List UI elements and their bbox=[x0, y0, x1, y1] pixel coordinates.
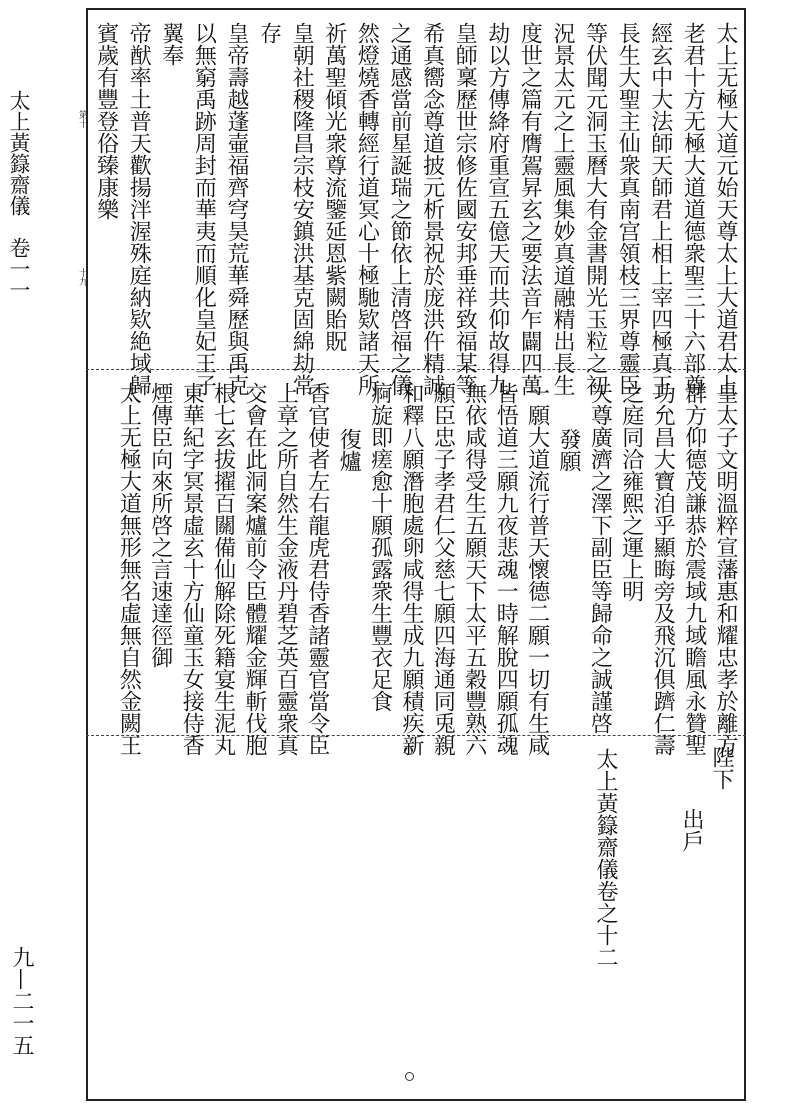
closing-line-2: 出戶 bbox=[679, 808, 704, 852]
bottom-register-column: 交會在此洞案爐前令臣體耀金輝斬伐胞 bbox=[242, 382, 267, 756]
top-register-column: 祈萬聖傾光衆尊流鑒延恩紫闕貽貺 bbox=[321, 22, 347, 352]
top-register-column: 之通感當前星誕瑞之節依上清啓福之儀 bbox=[387, 22, 412, 396]
top-register-column: 皇師稟歷世宗修佐國安邦垂祥致福某等 bbox=[452, 22, 478, 396]
top-register-column: 賓歲有豐登俗臻康樂 bbox=[93, 22, 119, 220]
top-register-column: 以無窮禹跡周封而華夷而順化皇妃王子 bbox=[191, 22, 217, 396]
bottom-register-column: 功允昌大寶洎乎顯晦旁及飛沉俱躋仁壽 bbox=[650, 382, 676, 756]
bottom-register-column: 香官使者左右龍虎君侍香諸靈官當令臣 bbox=[304, 382, 330, 756]
top-register-column: 帝猷率土普天歡揚泮渥殊庭納欵絶域歸 bbox=[126, 22, 152, 396]
bottom-register-column: 天尊廣濟之澤下副臣等歸命之誠謹啓 bbox=[587, 382, 613, 734]
bottom-register-column: 一願大道流行普天懷德二願一切有生咸 bbox=[524, 382, 550, 756]
bottom-register-column: 願臣忠子孝君仁父慈七願四海通同兎親 bbox=[430, 382, 456, 756]
bottom-register-column: 皆悟道三願九夜悲魂一時解脫四願孤魂 bbox=[493, 382, 519, 756]
top-register-column: 況景太元之上靈風集妙真道融精出長生 bbox=[550, 22, 575, 396]
bottom-register-column: 根七玄拔擢百關備仙解除死籍宴生泥丸 bbox=[210, 382, 236, 756]
bottom-register-column: 群方仰德茂謙恭於震域九域瞻風永贊聖 bbox=[681, 382, 707, 756]
top-register-column: 等伏聞元洞玉曆大有金書開光玉粒之初 bbox=[582, 22, 608, 396]
top-register-column: 皇朝社稷隆昌宗枝安鎮洪基克固綿劫常 bbox=[289, 22, 315, 396]
top-register-column: 翼奉 bbox=[158, 22, 184, 66]
bottom-register-column: 太上无極大道無形無名虛無自然金闕王 bbox=[116, 382, 142, 756]
bottom-register-column: 東華紀字冥景虛玄十方仙童玉女接侍香 bbox=[179, 382, 205, 756]
top-register-column: 太上无極大道元始天尊太上大道君太上 bbox=[713, 22, 738, 396]
top-register-column: 然燈燒香轉經行道冥心十極馳欵諸天所 bbox=[354, 22, 380, 396]
bottom-register-column: 上章之所自然生金液丹碧芝英百靈衆真 bbox=[273, 382, 299, 756]
marginal-note-a: 第十 bbox=[77, 110, 87, 128]
top-register-column: 經玄中大法師天師君上相上宰四極真王 bbox=[647, 22, 673, 396]
register-divider-top bbox=[86, 369, 746, 370]
bottom-register-column: 煙傳臣向來所啓之言速達徑御 bbox=[147, 382, 173, 668]
closing-line-1: 陛下 bbox=[709, 746, 734, 790]
top-register-column: 老君十方无極大道道德衆聖三十六部尊 bbox=[680, 22, 706, 396]
volume-end-title: 太上黃籙齋儀卷之十二 bbox=[593, 748, 618, 968]
top-register-column: 皇帝壽越蓬壷福齊穹昊荒華舜歷與禹克 bbox=[224, 22, 249, 396]
margin-book-title: 太上黃籙齋儀 卷一一 bbox=[7, 90, 31, 300]
bottom-register-column: 皇太子文明溫粹宣藩惠和耀忠孝於離方 bbox=[713, 382, 738, 756]
bottom-register-column: 之庭同洽雍熙之運上明 bbox=[618, 382, 644, 602]
top-register-column: 希真嚮念尊道披元析景祝於庞洪仵精誠 bbox=[419, 22, 445, 396]
bottom-register-column: 復爐 bbox=[336, 428, 362, 472]
bottom-register-column: 痾旋即瘥愈十願孤露衆生豐衣足食 bbox=[367, 382, 393, 712]
top-register-column: 度世之篇有膺鴐昇玄之要法音乍闢四萬 bbox=[517, 22, 543, 396]
margin-page-number: 九—二一五 bbox=[9, 946, 34, 1056]
bottom-register-column: 無依咸得受生五願天下太平五穀豐熟六 bbox=[461, 382, 487, 756]
binding-hole-lower bbox=[405, 1072, 414, 1081]
marginal-note-b: 十九 bbox=[77, 268, 87, 286]
top-register-column: 存 bbox=[256, 22, 282, 44]
top-register-column: 長生大聖主仙衆真南宫領枝三界尊靈臣 bbox=[615, 22, 641, 396]
top-register-column: 劫以方傳絳府重宣五億天而共仰故得九 bbox=[484, 22, 510, 396]
bottom-register-column: 和釋八願潛胞處卵咸得生成九願積疾新 bbox=[399, 382, 424, 756]
bottom-register-column: 發願 bbox=[556, 428, 581, 472]
